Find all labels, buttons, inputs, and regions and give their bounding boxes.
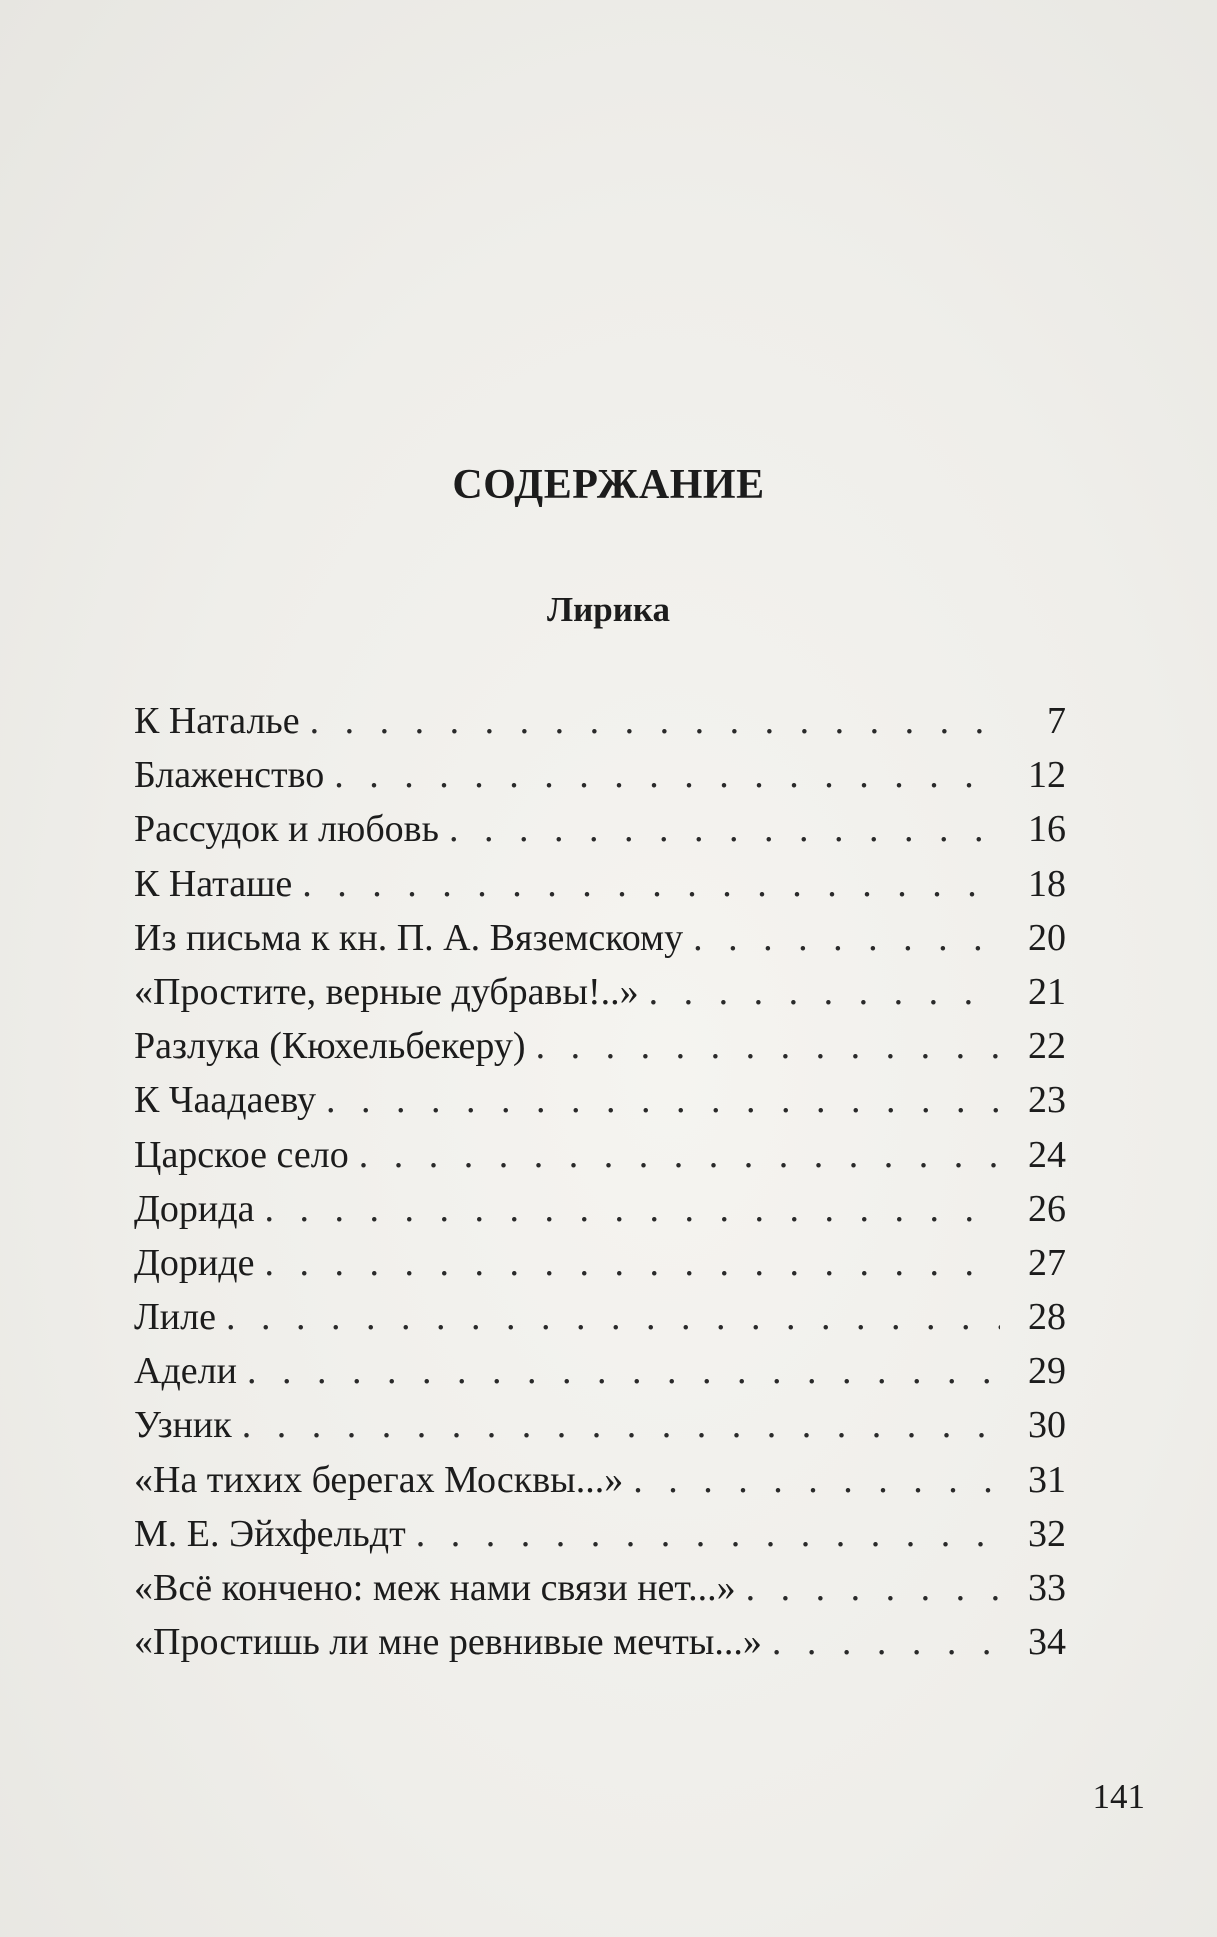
toc-entry <box>134 965 1066 1019</box>
toc-entry-page: 24 <box>1028 1133 1066 1176</box>
dot-leader <box>264 1182 1000 1236</box>
dot-leader <box>247 1344 1000 1398</box>
toc-entry-page: 32 <box>1028 1512 1066 1555</box>
dot-leader <box>536 1019 1000 1073</box>
toc-entry-page: 7 <box>1047 700 1066 742</box>
toc-entry <box>134 857 1066 911</box>
toc-entry-title: Из письма к кн. П. А. Вяземскому <box>134 916 684 959</box>
toc-entry-page: 31 <box>1028 1458 1066 1501</box>
toc-entry-page: 34 <box>1028 1621 1066 1664</box>
dot-leader <box>693 911 1000 965</box>
toc-entry <box>134 1615 1066 1669</box>
toc-entry <box>134 748 1066 802</box>
toc-entry <box>134 1290 1066 1344</box>
dot-leader <box>772 1615 1000 1669</box>
toc-entry-page: 26 <box>1028 1187 1066 1230</box>
dot-leader <box>746 1561 1000 1615</box>
dot-leader <box>633 1453 1000 1507</box>
toc-entry <box>134 1561 1066 1615</box>
toc-entry <box>134 1073 1066 1127</box>
toc-entry <box>134 694 1066 748</box>
dot-leader <box>416 1507 1000 1561</box>
toc-entry-page: 29 <box>1028 1350 1066 1393</box>
toc-entry-title: «Простишь ли мне ревнивые мечты...» <box>134 1621 762 1664</box>
toc-entry-page: 33 <box>1028 1567 1066 1609</box>
toc-entry-page: 30 <box>1028 1404 1066 1447</box>
page-number: 141 <box>1092 1777 1145 1816</box>
toc-entry <box>134 1507 1066 1561</box>
toc-entry-title: Царское село <box>134 1133 349 1176</box>
dot-leader <box>449 802 1000 856</box>
dot-leader <box>334 748 1000 802</box>
toc-entry-title: Лиле <box>134 1296 216 1339</box>
dot-leader <box>226 1290 1000 1344</box>
toc-entry-page: 18 <box>1028 862 1066 905</box>
toc-entry-title: Разлука (Кюхельбекеру) <box>134 1025 526 1068</box>
toc-entry-title: Рассудок и любовь <box>134 808 439 851</box>
toc-entry <box>134 1019 1066 1073</box>
toc-entry <box>134 1453 1066 1507</box>
toc-entry <box>134 802 1066 856</box>
toc-entry <box>134 911 1066 965</box>
section-heading: Лирика <box>546 590 670 629</box>
toc-entry-title: Блаженство <box>134 754 325 797</box>
toc-entry-page: 12 <box>1028 754 1066 797</box>
table-of-contents <box>134 694 1066 1669</box>
toc-entry <box>134 1344 1066 1398</box>
dot-leader <box>326 1073 1000 1127</box>
dot-leader <box>310 694 1000 748</box>
toc-entry-title: К Чаадаеву <box>134 1079 316 1122</box>
toc-entry-title: Узник <box>134 1404 232 1447</box>
toc-entry-page: 21 <box>1028 970 1066 1013</box>
toc-entry <box>134 1236 1066 1290</box>
toc-entry-page: 22 <box>1028 1025 1066 1068</box>
dot-leader <box>359 1128 1000 1182</box>
toc-entry <box>134 1398 1066 1452</box>
toc-entry-title: «На тихих берегах Москвы...» <box>134 1458 624 1501</box>
toc-entry <box>134 1128 1066 1182</box>
dot-leader <box>264 1236 1000 1290</box>
toc-entry <box>134 1182 1066 1236</box>
toc-entry-title: Дорида <box>134 1187 255 1230</box>
dot-leader <box>242 1398 1000 1452</box>
toc-entry-title: «Всё кончено: меж нами связи нет...» <box>134 1567 736 1609</box>
toc-entry-title: М. Е. Эйхфельдт <box>134 1512 406 1555</box>
toc-entry-title: Дориде <box>134 1241 255 1284</box>
toc-entry-page: 20 <box>1028 916 1066 959</box>
toc-entry-page: 27 <box>1028 1241 1066 1284</box>
toc-entry-title: «Простите, верные дубравы!..» <box>134 970 639 1013</box>
page-heading: СОДЕРЖАНИЕ <box>452 462 765 508</box>
toc-entry-title: Адели <box>134 1350 237 1393</box>
toc-entry-page: 16 <box>1028 808 1066 851</box>
toc-entry-title: К Наталье <box>134 700 300 742</box>
toc-entry-title: К Наташе <box>134 862 293 905</box>
toc-entry-page: 28 <box>1028 1296 1066 1339</box>
dot-leader <box>649 965 1000 1019</box>
dot-leader <box>302 857 1000 911</box>
toc-entry-page: 23 <box>1028 1079 1066 1122</box>
